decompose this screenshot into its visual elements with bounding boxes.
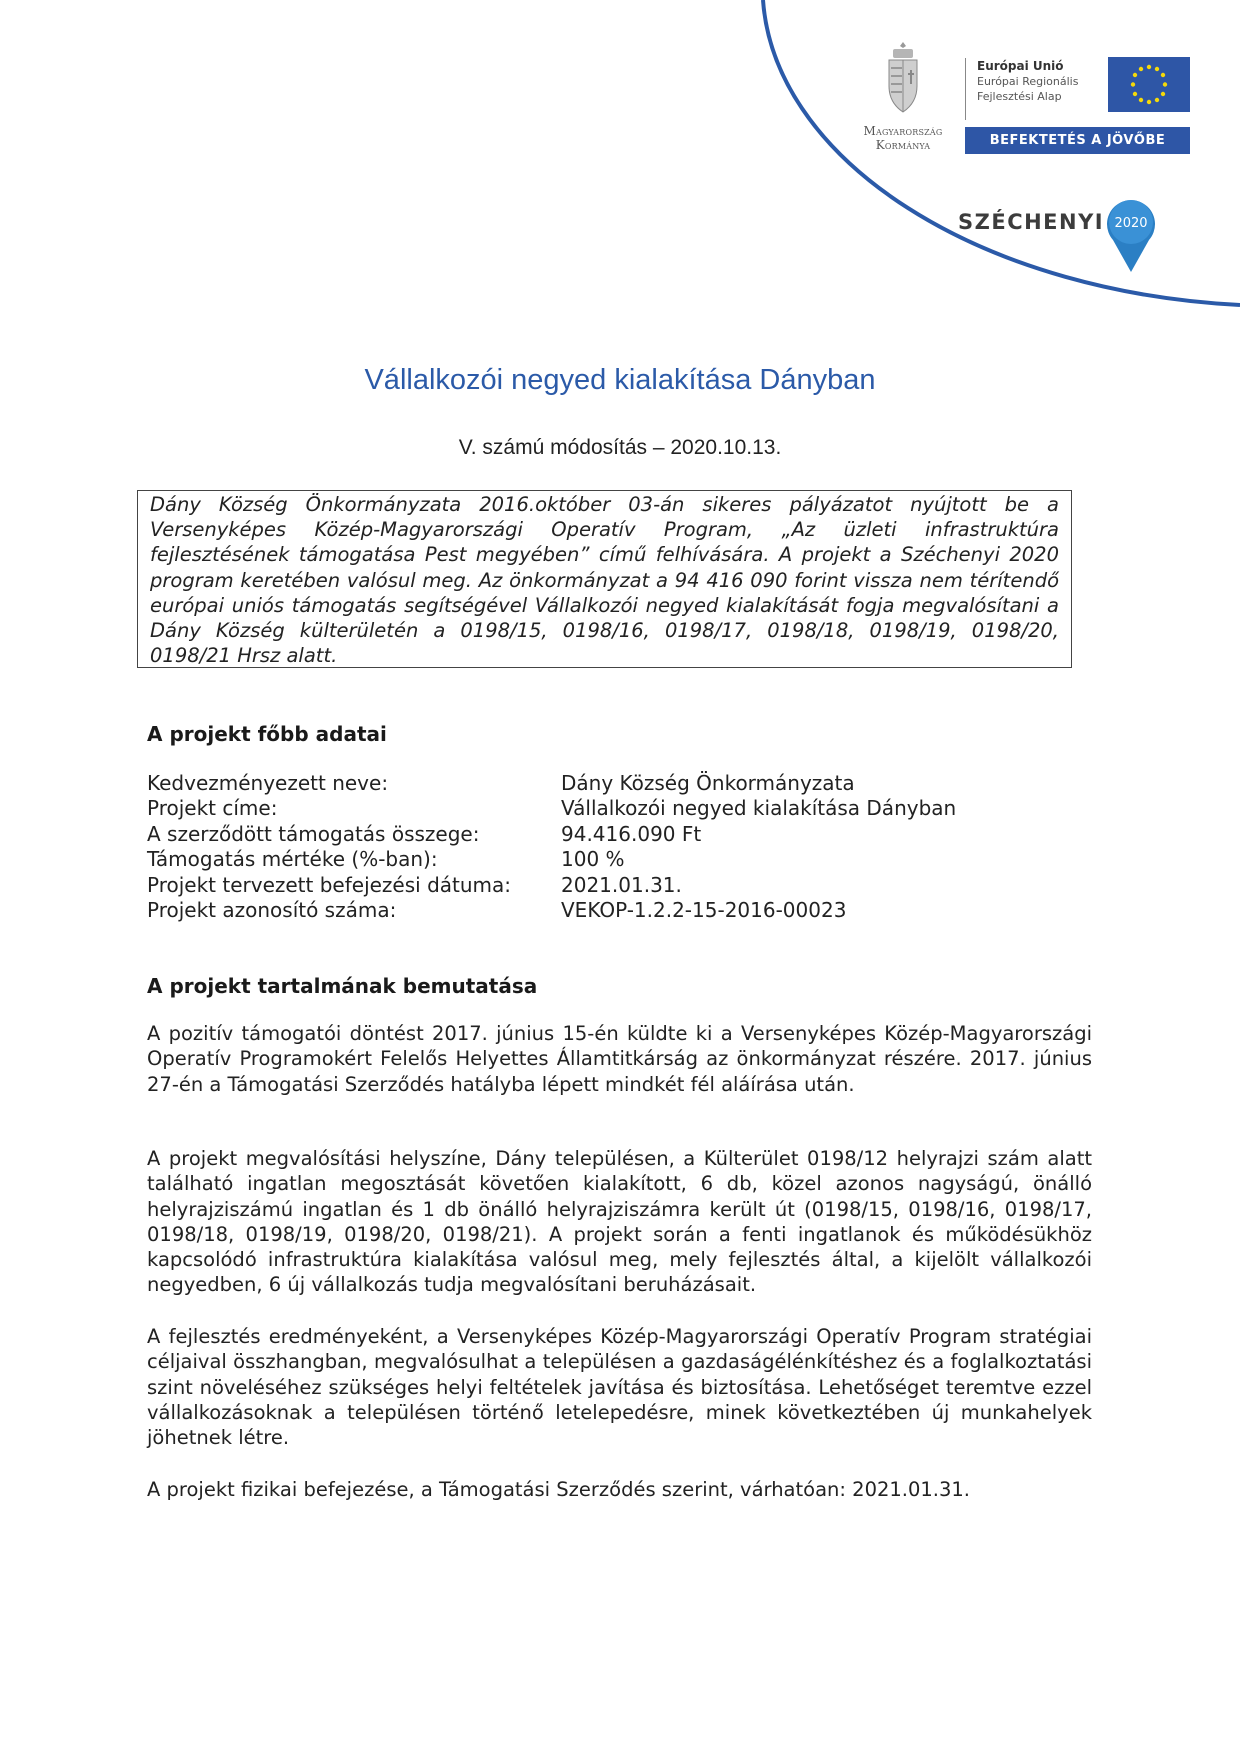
row-value: Dány Község Önkormányzata (561, 771, 855, 795)
government-name-line2: Kormánya (875, 138, 931, 152)
row-label: Projekt azonosító száma: (147, 898, 397, 923)
eu-text-line2: Európai Regionális (977, 75, 1079, 88)
table-row (147, 796, 1087, 821)
section-heading-project-data: A projekt főbb adatai (147, 722, 387, 746)
government-name-line1: Magyarország (863, 124, 943, 138)
row-value: 2021.01.31. (561, 872, 682, 897)
szechenyi-year: 2020 (1114, 216, 1148, 231)
row-value: Vállalkozói negyed kialakítása Dányban (561, 796, 957, 821)
page-title: Vállalkozói negyed kialakítása Dányban (364, 364, 876, 396)
eu-text-line3: Fejlesztési Alap (977, 90, 1062, 103)
table-row (147, 847, 1087, 872)
page-subtitle: V. számú módosítás – 2020.10.13. (458, 436, 782, 459)
szechenyi-2020-pin-icon (1103, 194, 1159, 274)
szechenyi-logo (958, 194, 1178, 274)
eu-flag-icon (1108, 57, 1190, 112)
row-value: 100 % (561, 847, 625, 872)
table-row (147, 873, 1087, 898)
table-row (147, 898, 1087, 923)
paragraph: A fejlesztés eredményeként, a Versenyképes Közép-Magyarországi Operatív Program stratégiai céljaival összhangban, megvalósulhat a településen a gazdaságélénkítéshez és a foglalkoztatási szint növeléséhez szükséges helyi feltételek javítása és biztosítása. Lehetőséget teremtve ezzel vállalkozásoknak a településen történő letelepedésre, minek következtében új munkahelyek jöhetnek létre. (147, 1325, 1092, 1450)
paragraph: A projekt megvalósítási helyszíne, Dány településen, a Külterület 0198/12 helyrajzi szám alatt található ingatlan megosztását követően kialakított, 6 db, közel azonos nagyságú, önálló helyrajziszámú ingatlan és 1 db önálló helyrajziszámra került út (0198/15, 0198/16, 0198/17, 0198/18, 0198/19, 0198/20, 0198/21). A projekt során a fenti ingatlanok és működésükhöz kapcsolódó infrastruktúra kialakítása valósul meg, mely fejlesztés által, a kijelölt vállalkozói negyedben, 6 új vállalkozás tudja megvalósítani beruházásait. (147, 1147, 1092, 1297)
row-label: Kedvezményezett neve: (147, 771, 389, 795)
hungarian-coat-of-arms-icon (881, 40, 925, 118)
paragraph: A pozitív támogatói döntést 2017. június 15-én küldte ki a Versenyképes Közép-Magyarországi Operatív Programokért Felelős Helyettes Államtitkárság az önkormányzat részére. 2017. június 27-én a Támogatási Szerződés hatályba lépett mindkét fél aláírása után. (147, 1022, 1092, 1096)
decorative-arc (0, 0, 1240, 340)
invest-banner: BEFEKTETÉS A JÖVŐBE (965, 127, 1190, 154)
paragraph: A projekt fizikai befejezése, a Támogatási Szerződés szerint, várhatóan: 2021.01.31. (147, 1478, 971, 1501)
row-value: 94.416.090 Ft (561, 821, 702, 846)
intro-text: Dány Község Önkormányzata 2016.október 03-án sikeres pályázatot nyújtott be a Versenyképes Közép-Magyarországi Operatív Program, „Az üzleti infrastruktúra fejlesztésének támogatása Pest megyében” című felhívására. A projekt a Széchenyi 2020 program keretében valósul meg. Az önkormányzat a 94 416 090 forint vissza nem térítendő európai uniós támogatás segítségével Vállalkozói negyed kialakítását fogja megvalósítani a Dány Község külterületén a 0198/15, 0198/16, 0198/17, 0198/18, 0198/19, 0198/20, 0198/21 Hrsz alatt. (150, 493, 1059, 668)
eu-text-line1: Európai Unió (977, 59, 1064, 73)
row-label: A szerződött támogatás összege: (147, 821, 480, 846)
project-data-table (147, 771, 1087, 923)
logo-divider (965, 58, 966, 120)
row-label: Projekt címe: (147, 796, 278, 821)
szechenyi-name: SZÉCHENYI (958, 210, 1105, 234)
eu-text-block (977, 58, 1097, 104)
table-row (147, 822, 1087, 847)
section-heading-project-content: A projekt tartalmának bemutatása (147, 974, 538, 998)
eu-logo (965, 52, 1190, 154)
intro-box (137, 490, 1072, 668)
row-label: Projekt tervezett befejezési dátuma: (147, 872, 512, 897)
row-label: Támogatás mértéke (%-ban): (147, 847, 438, 872)
table-row (147, 771, 1087, 796)
row-value: VEKOP-1.2.2-15-2016-00023 (561, 898, 847, 923)
government-logo (838, 40, 968, 152)
